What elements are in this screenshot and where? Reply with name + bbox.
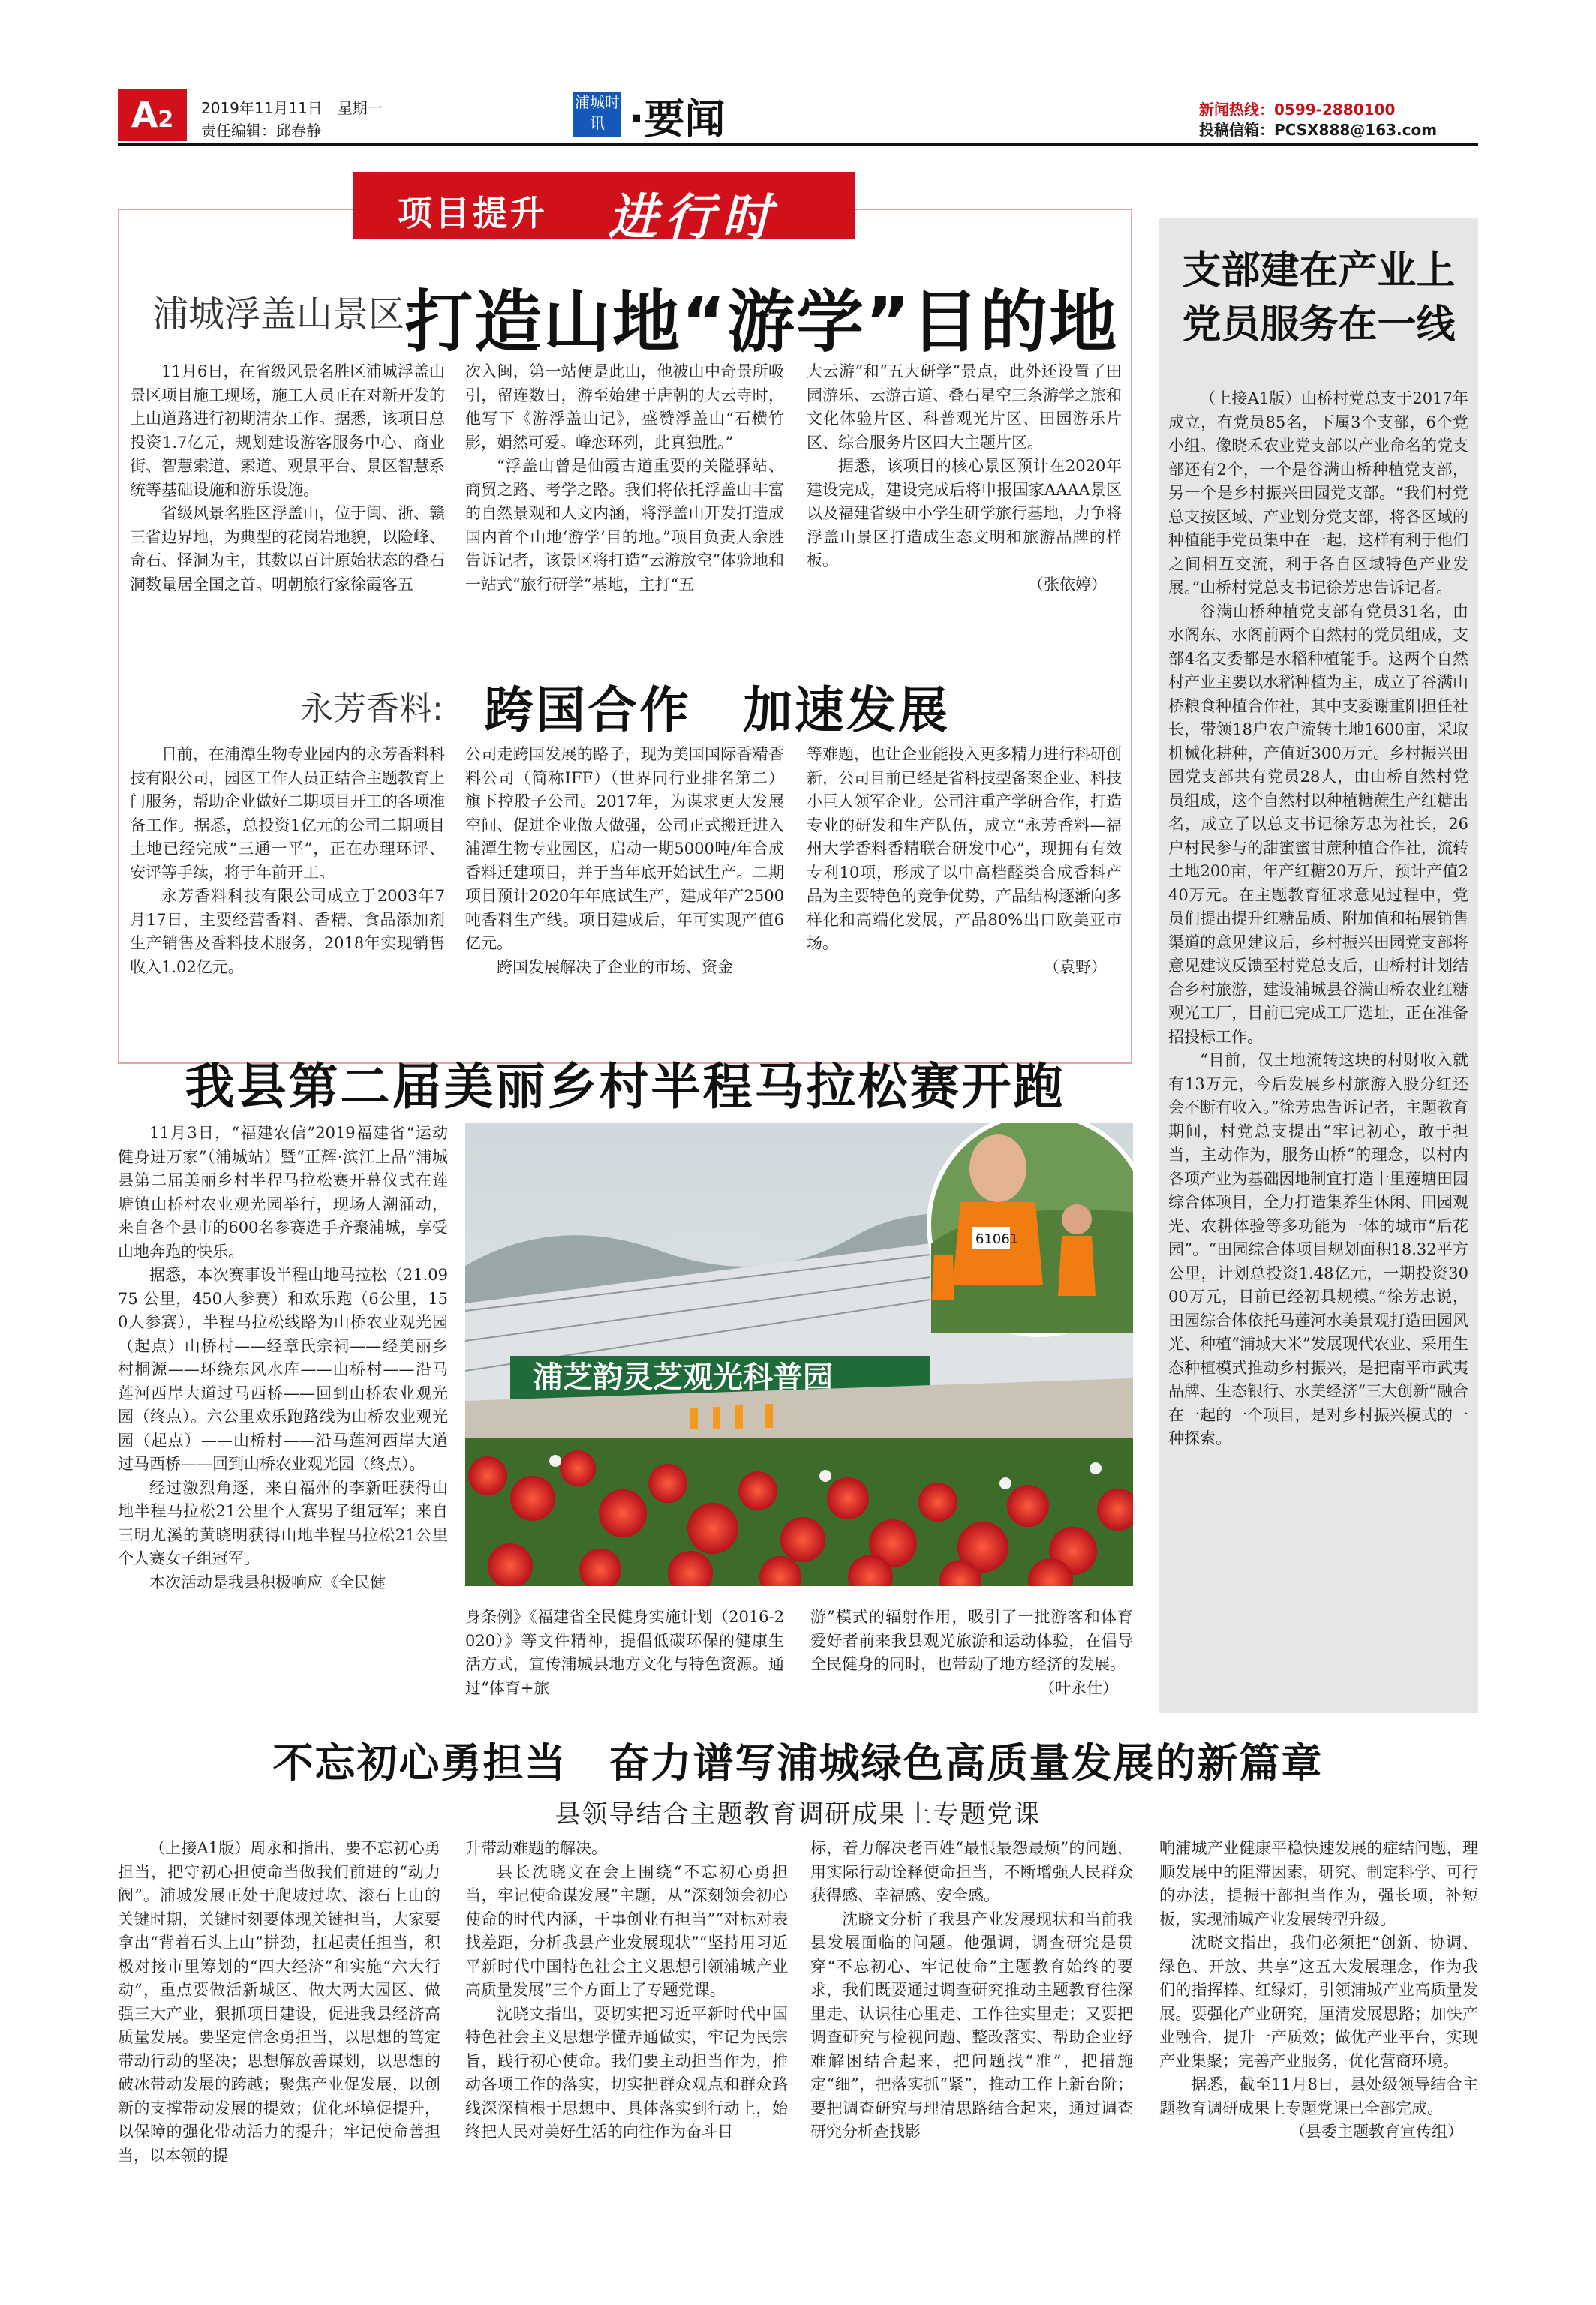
article-d-col1 bbox=[118, 1837, 440, 2168]
paragraph: 跨国发展解决了企业的市场、资金 bbox=[497, 957, 733, 976]
paragraph: 本次活动是我县积极响应《全民健 bbox=[149, 1573, 386, 1591]
article-b-col2 bbox=[465, 743, 784, 979]
article-b-kicker: 永芳香料: bbox=[300, 690, 443, 728]
article-c-col2 bbox=[465, 1606, 784, 1700]
paragraph: 公司走跨国发展的路子，现为美国国际香精香料公司（简称IFF）（世界同行业排名第二）旗下控股子公司。2017年，为谋求更大发展空间、促进企业做大做强，公司正式搬迁进入浦潭生物专业园区，启动一期5000吨/年合成香料迁建项目，并于当年底开始试生产。二期项目预计2020年年底试生产，建成年产2500吨香料生产线。项目建成后，年可实现产值6亿元。 bbox=[465, 745, 784, 952]
banner-text-b: 进行时 bbox=[608, 188, 779, 246]
paragraph: （上接A1版）山桥村党总支于2017年成立，有党员85名，下属3个支部，6个党小组。像晓禾农业党支部以产业命名的党支部还有2个，一个是谷满山桥种植党支部，另一个是乡村振兴田园党支部。“我们村党总支按区域、产业划分党支部，将各区域的种植能手党员集中在一起，这样有利于他们之间相互交流，利于各自区域特色产业发展。”山桥村党总支书记徐芳忠告诉记者。 bbox=[1168, 389, 1468, 597]
paragraph: 等难题，也让企业能投入更多精力进行科研创新，公司目前已经是省科技型备案企业、科技小巨人领军企业。公司注重产学研合作，打造专业的研发和生产队伍，成立“永芳香料—福州大学香料香精联合研发中心”，现拥有有效专利10项，形成了以中高档醛类合成香料产品为主要特色的竞争优势，产品结构逐渐向多样化和高端化发展，产品80%出口欧美亚市场。 bbox=[807, 745, 1122, 952]
sidebar-headline bbox=[1159, 244, 1478, 352]
article-d-col3 bbox=[810, 1837, 1133, 2144]
marathon-photo-art bbox=[465, 1123, 1133, 1586]
section-name: 要闻 bbox=[644, 95, 726, 143]
sidebar-title-line2: 党员服务在一线 bbox=[1182, 302, 1456, 347]
sidebar-body bbox=[1168, 387, 1468, 1451]
paragraph: 谷满山桥种植党支部有党员31名，由水阁东、水阁前两个自然村的党员组成，支部4名支委都是水稻种植能手。这两个自然村产业主要以水稻种植为主，成立了谷满山桥粮食种植合作社，其中支委谢重阳担任社长，带领18户农户流转土地1600亩，采取机械化耕种，产值近300万元。乡村振兴田园党支部共有党员28人，由山桥自然村党员组成，这个自然村以种植糖蔗生产红糖出名，成立了以总支书记徐芳忠为社长，26户村民参与的甜蜜蜜甘蔗种植合作社，流转土地200亩，年产红糖20万斤，预计产值240万元。在主题教育征求意见过程中，党员们提出提升红糖品质、附加值和拓展销售渠道的意见建议后，乡村振兴田园党支部将意见建议反馈至村党总支后，山桥村计划结合乡村旅游，建设浦城县谷满山桥农业红糖观光工厂，目前已完成工厂选址，正在准备招投标工作。 bbox=[1168, 602, 1468, 1046]
paragraph: 据悉，该项目的核心景区预计在2020年建设完成，建设完成后将申报国家AAAA景区以及福建省级中小学生研学旅行基地，力争将浮盖山景区打造成生态文明和旅游品牌的样板。 bbox=[807, 457, 1122, 569]
page-letter: A bbox=[131, 95, 158, 135]
marathon-photo bbox=[465, 1123, 1133, 1586]
editor-credit: 责任编辑：邱春静 bbox=[201, 122, 321, 140]
article-d-subtitle: 县领导结合主题教育调研成果上专题党课 bbox=[555, 1799, 1041, 1829]
article-a-col1 bbox=[130, 360, 445, 597]
banner-text-a: 项目提升 bbox=[398, 193, 548, 233]
submission-email: 投稿信箱：PCSX888@163.com bbox=[1199, 121, 1438, 139]
header-rule bbox=[118, 143, 1478, 146]
page-num: 2 bbox=[158, 107, 174, 133]
sign-text: 浦芝韵灵芝观光科普园 bbox=[533, 1360, 833, 1395]
paragraph: 县长沈晓文在会上围绕“不忘初心勇担当，牢记使命谋发展”主题，从“深刻领会初心使命的时代内涵，干事创业有担当”“对标对表找差距，分析我县产业发展现状”“坚持用习近平新时代中国特色社会主义思想引领浦城产业高质量发展”三个方面上了专题党课。 bbox=[465, 1862, 788, 1999]
section-title: ·要闻 bbox=[629, 95, 726, 143]
paragraph: 沈晓文分析了我县产业发展现状和当前我县发展面临的问题。他强调，调查研究是贯穿“不忘初心、牢记使命”主题教育始终的要求，我们既要通过调查研究推动主题教育往深里走、认识往心里走、工作往实里走；又要把调查研究与检视问题、整改落实、帮助企业纾难解困结合起来，把问题找“准”，把措施定“细”，把落实抓“紧”，推动工作上新台阶；要把调查研究与理清思路结合起来，通过调查研究分析查找影 bbox=[810, 1910, 1133, 2141]
paragraph: 据悉，本次赛事设半程山地马拉松（21.0975 公里，450人参赛）和欢乐跑（6公里，150人参赛），半程马拉松线路为山桥农业观光园（起点）山桥村——经章氏宗祠——经美丽乡村桐源——环绕东风水库——山桥村——沿马莲河西岸大道过马西桥——回到山桥农业观光园（终点）。六公里欢乐跑路线为山桥农业观光园（起点）——山桥村——沿马莲河西岸大道过马西桥——回到山桥农业观光园（终点）。 bbox=[118, 1266, 448, 1473]
article-d-col4 bbox=[1159, 1837, 1478, 2144]
paragraph: 游”模式的辐射作用，吸引了一批游客和体育爱好者前来我县观光旅游和运动体验，在倡导全民健身的同时，也带动了地方经济的发展。 bbox=[810, 1608, 1133, 1673]
paragraph: 标，着力解决老百姓“最恨最怨最烦”的问题，用实际行动诠释使命担当，不断增强人民群众获得感、幸福感、安全感。 bbox=[810, 1839, 1133, 1904]
page-number bbox=[118, 89, 187, 141]
paragraph: 响浦城产业健康平稳快速发展的症结问题，理顺发展中的阻滞因素，研究、制定科学、可行的办法，提振干部担当作为，强长项，补短板，实现浦城产业发展转型升级。 bbox=[1159, 1839, 1478, 1928]
byline: （袁野） bbox=[1044, 957, 1107, 976]
paragraph: 据悉，截至11月8日，县处级领导结合主题教育调研成果上专题党课已全部完成。 bbox=[1159, 2075, 1478, 2117]
paragraph: 次入闽，第一站便是此山，他被山中奇景所吸引，留连数日，游至始建于唐朝的大云寺时，他写下《游浮盖山记》，盛赞浮盖山“石横竹影，娟然可爱。峰恋环列，此真独胜。” bbox=[465, 362, 784, 452]
paragraph: “目前，仅土地流转这块的村财收入就有13万元，今后发展乡村旅游入股分红还会不断有收入。”徐芳忠告诉记者，主题教育期间，村党总支提出“牢记初心，敢于担当，主动作为，服务山桥”的理念，以村内各项产业为基础因地制宜打造十里莲塘田园综合体项目，全力打造集养生休闲、田园观光、农耕体验等多功能为一体的城市“后花园”。“田园综合体项目规划面积18.32平方公里，计划总投资1.48亿元，一期投资3000万元，目前已经初具规模。”徐芳忠说，田园综合体依托马莲河水美景观打造田园风光、种植“浦城大米”发展现代农业、采用生态种植模式推动乡村振兴，是把南平市武夷品牌、生态银行、水美经济“三大创新”融合在一起的一个项目，是对乡村振兴模式的一种探索。 bbox=[1168, 1051, 1468, 1447]
paragraph: 身条例》《福建省全民健身实施计划（2016-2020）》等文件精神，提倡低碳环保的健康生活方式，宣传浦城县地方文化与特色资源。通过“体育+旅 bbox=[465, 1608, 784, 1697]
byline: （县委主题教育宣传组） bbox=[1290, 2123, 1463, 2141]
article-c-col3 bbox=[810, 1606, 1133, 1700]
paragraph: 省级风景名胜区浮盖山，位于闽、浙、赣三省边界地，为典型的花岗岩地貌，以险峰、奇石、怪洞为主，其数以百计原始状态的叠石洞数量居全国之首。明朝旅行家徐霞客五 bbox=[130, 504, 445, 594]
paragraph: “浮盖山曾是仙霞古道重要的关隘驿站、商贸之路、考学之路。我们将依托浮盖山丰富的自然景观和人文内涵，将浮盖山开发打造成国内首个山地‘游学’目的地。”项目负责人余胜告诉记者，该景区将打造“云游放空”体验地和一站式“旅行研学”基地，主打“五 bbox=[465, 457, 784, 594]
article-b-col3 bbox=[807, 743, 1122, 979]
article-c-col1 bbox=[118, 1122, 448, 1594]
article-a-col3 bbox=[807, 360, 1122, 597]
paragraph: 11月3日，“福建农信”2019福建省“运动健身进万家”（浦城站）暨“正辉·滨江上品”浦城县第二届美丽乡村半程马拉松赛开幕仪式在莲塘镇山桥村农业观光园举行，现场人潮涌动，来自各个县市的600名参赛选手齐聚浦城，享受山地奔跑的快乐。 bbox=[118, 1124, 448, 1261]
paragraph: 沈晓文指出，要切实把习近平新时代中国特色社会主义思想学懂弄通做实，牢记为民宗旨，践行初心使命。我们要主动担当作为，推动各项工作的落实，切实把群众观点和群众路线深深植根于思想中、具体落实到行动上，始终把人民对美好生活的向往作为奋斗目 bbox=[465, 2004, 788, 2141]
news-hotline: 新闻热线：0599-2880100 bbox=[1199, 101, 1396, 119]
paragraph: 11月6日，在省级风景名胜区浦城浮盖山景区项目施工现场，施工人员正在对新开发的上山道路进行初期清杂工作。据悉，该项目总投资1.7亿元，规划建设游客服务中心、商业街、智慧索道、索道、观景平台、景区智慧系统等基础设施和游乐设施。 bbox=[130, 362, 445, 499]
article-c-headline: 我县第二届美丽乡村半程马拉松赛开跑 bbox=[185, 1057, 1066, 1116]
article-d-col2 bbox=[465, 1837, 788, 2144]
article-a-col2 bbox=[465, 360, 784, 597]
paragraph: 升带动难题的解决。 bbox=[465, 1839, 607, 1857]
paper-logo: 浦城时讯 bbox=[573, 92, 621, 137]
article-d-headline: 不忘初心勇担当 奋力谱写浦城绿色高质量发展的新篇章 bbox=[272, 1739, 1324, 1787]
sidebar-title-line1: 支部建在产业上 bbox=[1182, 248, 1456, 293]
byline: （张依婷） bbox=[1028, 575, 1107, 594]
paragraph: 大云游”和“五大研学”景点，此外还设置了田园游乐、云游古道、叠石星空三条游学之旅和文化体验片区、科普观光片区、田园游乐片区、综合服务片区四大主题片区。 bbox=[807, 362, 1122, 452]
paragraph: （上接A1版）周永和指出，要不忘初心勇担当，把守初心担使命当做我们前进的“动力阀”。浦城发展正处于爬坡过坎、滚石上山的关键时期，关键时刻要体现关键担当，大家要拿出“背着石头上山”拼劲，扛起责任担当，积极对接市里筹划的“四大经济”和实施“六大行动”，重点要做活新城区、做大两大园区、做强三大产业，狠抓项目建设，促进我县经济高质量发展。要坚定信念勇担当，以思想的笃定带动行动的坚决；思想解放善谋划，以思想的破冰带动发展的跨越；聚焦产业促发展，以创新的支撑带动发展的提效；优化环境促提升，以保障的强化带动活力的提升；牢记使命善担当，以本领的提 bbox=[118, 1839, 440, 2165]
article-b-headline: 跨国合作 加速发展 bbox=[484, 681, 950, 739]
paragraph: 日前，在浦潭生物专业园内的永芳香料科技有限公司，园区工作人员正结合主题教育上门服务，帮助企业做好二期项目开工的各项准备工作。据悉，总投资1亿元的公司二期项目土地已经完成“三通一平”，正在办理环评、安评等手续，将于年前开工。 bbox=[130, 745, 445, 882]
runner-bib: 61061 bbox=[975, 1231, 1019, 1247]
article-a-kicker: 浦城浮盖山景区: bbox=[152, 293, 417, 335]
paragraph: 沈晓文指出，我们必须把“创新、协调、绿色、开放、共享”这五大发展理念，作为我们的指挥棒、红绿灯，引领浦城产业高质量发展。要强化产业研究，厘清发展思路；加快产业融合，提升一产质效；做优产业平台，实现产业集聚；完善产业服务，优化营商环境。 bbox=[1159, 1934, 1478, 2070]
article-a-headline: 打造山地“游学”目的地 bbox=[405, 283, 1119, 362]
article-b-col1 bbox=[130, 743, 445, 979]
paragraph: 经过激烈角逐，来自福州的李新旺获得山地半程马拉松21公里个人赛男子组冠军；来自三明尤溪的黄晓明获得山地半程马拉松21公里个人赛女子组冠军。 bbox=[118, 1478, 448, 1567]
byline: （叶永仕） bbox=[1039, 1678, 1118, 1697]
issue-date: 2019年11月11日 星期一 bbox=[201, 99, 383, 117]
paragraph: 永芳香料科技有限公司成立于2003年7月17日，主要经营香料、香精、食品添加剂生产销售及香料技术服务，2018年实现销售收入1.02亿元。 bbox=[130, 887, 445, 976]
